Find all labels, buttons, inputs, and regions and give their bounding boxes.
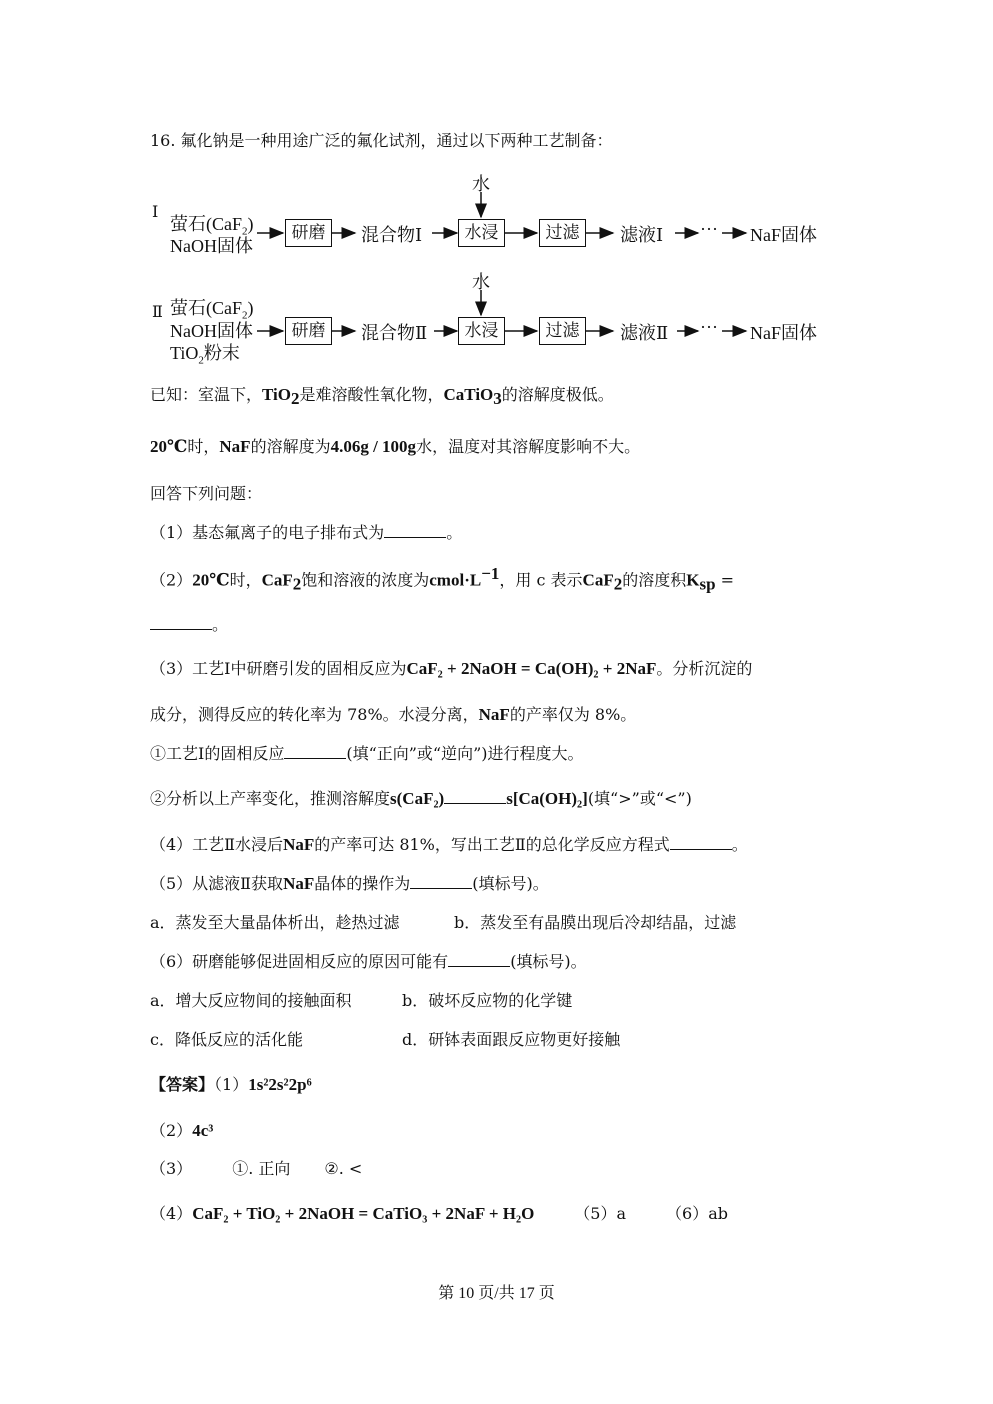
question-2-answer-line: 。	[150, 612, 228, 635]
question-6-option-b: b．破坏反应物的化学键	[402, 991, 573, 1010]
flow-1-mixture: 混合物Ⅰ	[361, 225, 423, 245]
question-5-option-b: b．蒸发至有晶膜出现后冷却结晶，过滤	[454, 913, 737, 932]
question-title: 16. 氟化钠是一种用途广泛的氟化试剂，通过以下两种工艺制备：	[150, 131, 613, 150]
page-footer: 第 10 页/共 17 页	[438, 1285, 555, 1302]
flow-1-filtrate: 滤液Ⅰ	[620, 225, 664, 245]
answer-prompt: 回答下列问题：	[150, 484, 263, 503]
answer-4: （4）CaF₂ + TiO₂ + 2NaOH = CaTiO₃ + 2NaF + H₂O （5）a （6）ab	[150, 1204, 728, 1223]
known-line-2: 20℃时，NaF的溶解度为4.06g / 100g水，温度对其溶解度影响不大。	[150, 437, 641, 456]
flow-2-dots: ···	[700, 317, 718, 337]
flow-2-soak-box: 水浸	[458, 317, 505, 345]
flow-1-product: NaF固体	[750, 225, 817, 245]
flow-2-product: NaF固体	[750, 323, 817, 343]
answer-1: 【答案】（1）1s²2s²2p⁶	[150, 1075, 312, 1094]
known-line-1: 已知：室温下，TiO$_2$是难溶酸性氧化物，CaTiO$_3$的溶解度极低。	[150, 385, 614, 409]
question-6: （6）研磨能够促进固相反应的原因可能有 (填标号)。	[150, 952, 587, 971]
question-6-option-c: c．降低反应的活化能	[150, 1030, 303, 1049]
flow-1-dots: ···	[700, 219, 718, 239]
question-4: （4）工艺Ⅱ水浸后NaF的产率可达 81%，写出工艺Ⅱ的总化学反应方程式 。	[150, 835, 748, 854]
flow-1-soak-box: 水浸	[458, 219, 505, 247]
flow-2-filtrate: 滤液Ⅱ	[620, 323, 669, 343]
flow-1-grind-box: 研磨	[285, 219, 332, 247]
flow-1-input-naoh: NaOH固体	[170, 236, 253, 256]
blank-6[interactable]	[448, 952, 510, 967]
flow-2-water: 水	[472, 272, 490, 292]
blank-4[interactable]	[670, 835, 732, 850]
flow-2-roman: Ⅱ	[152, 304, 163, 321]
question-5: （5）从滤液Ⅱ获取NaF晶体的操作为 (填标号)。	[150, 874, 549, 893]
flow-2-filter-box: 过滤	[539, 317, 586, 345]
flow-2-input-naoh: NaOH固体	[170, 321, 253, 341]
blank-5[interactable]	[410, 874, 472, 889]
question-6-option-d: d．研钵表面跟反应物更好接触	[402, 1030, 621, 1049]
question-3-line-2: 成分，测得反应的转化率为 78%。水浸分离，NaF的产率仅为 8%。	[150, 705, 637, 724]
flow-1-input-caf2: 萤石(CaF$_2$)	[170, 214, 254, 238]
question-2: （2）20℃时，CaF$_2$饱和溶液的浓度为$cmol\cdot L^{-1}$，用 c 表示CaF$_2$的溶度积$K_{sp}$ =	[150, 564, 735, 594]
flow-2-input-caf2: 萤石(CaF$_2$)	[170, 298, 254, 322]
flow-1-filter-box: 过滤	[539, 219, 586, 247]
blank-3-2[interactable]	[444, 789, 506, 804]
question-3: （3）工艺Ⅰ中研磨引发的固相反应为CaF₂ + 2NaOH = Ca(OH)₂ + 2NaF。分析沉淀的	[150, 659, 753, 678]
question-5-option-a: a．蒸发至大量晶体析出，趁热过滤	[150, 913, 400, 932]
blank-1[interactable]	[384, 523, 446, 538]
flow-1-roman: Ⅰ	[152, 204, 159, 221]
flow-2-input-tio2: TiO$_2$粉末	[170, 343, 240, 367]
question-1: （1）基态氟离子的电子排布式为 。	[150, 523, 463, 542]
flow-2-grind-box: 研磨	[285, 317, 332, 345]
question-3-sub-2: ②分析以上产率变化，推测溶解度s(CaF₂) s[Ca(OH)₂](填“>”或“<”)	[150, 789, 692, 808]
answer-3: （3） ①. 正向 ②. <	[150, 1159, 363, 1178]
blank-3-1[interactable]	[284, 744, 346, 759]
answer-2: （2）4c³	[150, 1121, 214, 1140]
question-3-sub-1: ①工艺Ⅰ的固相反应 (填“正向”或“逆向”)进行程度大。	[150, 744, 584, 763]
flow-1-water: 水	[472, 174, 490, 194]
question-6-option-a: a．增大反应物间的接触面积	[150, 991, 352, 1010]
blank-2[interactable]	[150, 615, 212, 630]
flow-2-mixture: 混合物Ⅱ	[361, 323, 428, 343]
